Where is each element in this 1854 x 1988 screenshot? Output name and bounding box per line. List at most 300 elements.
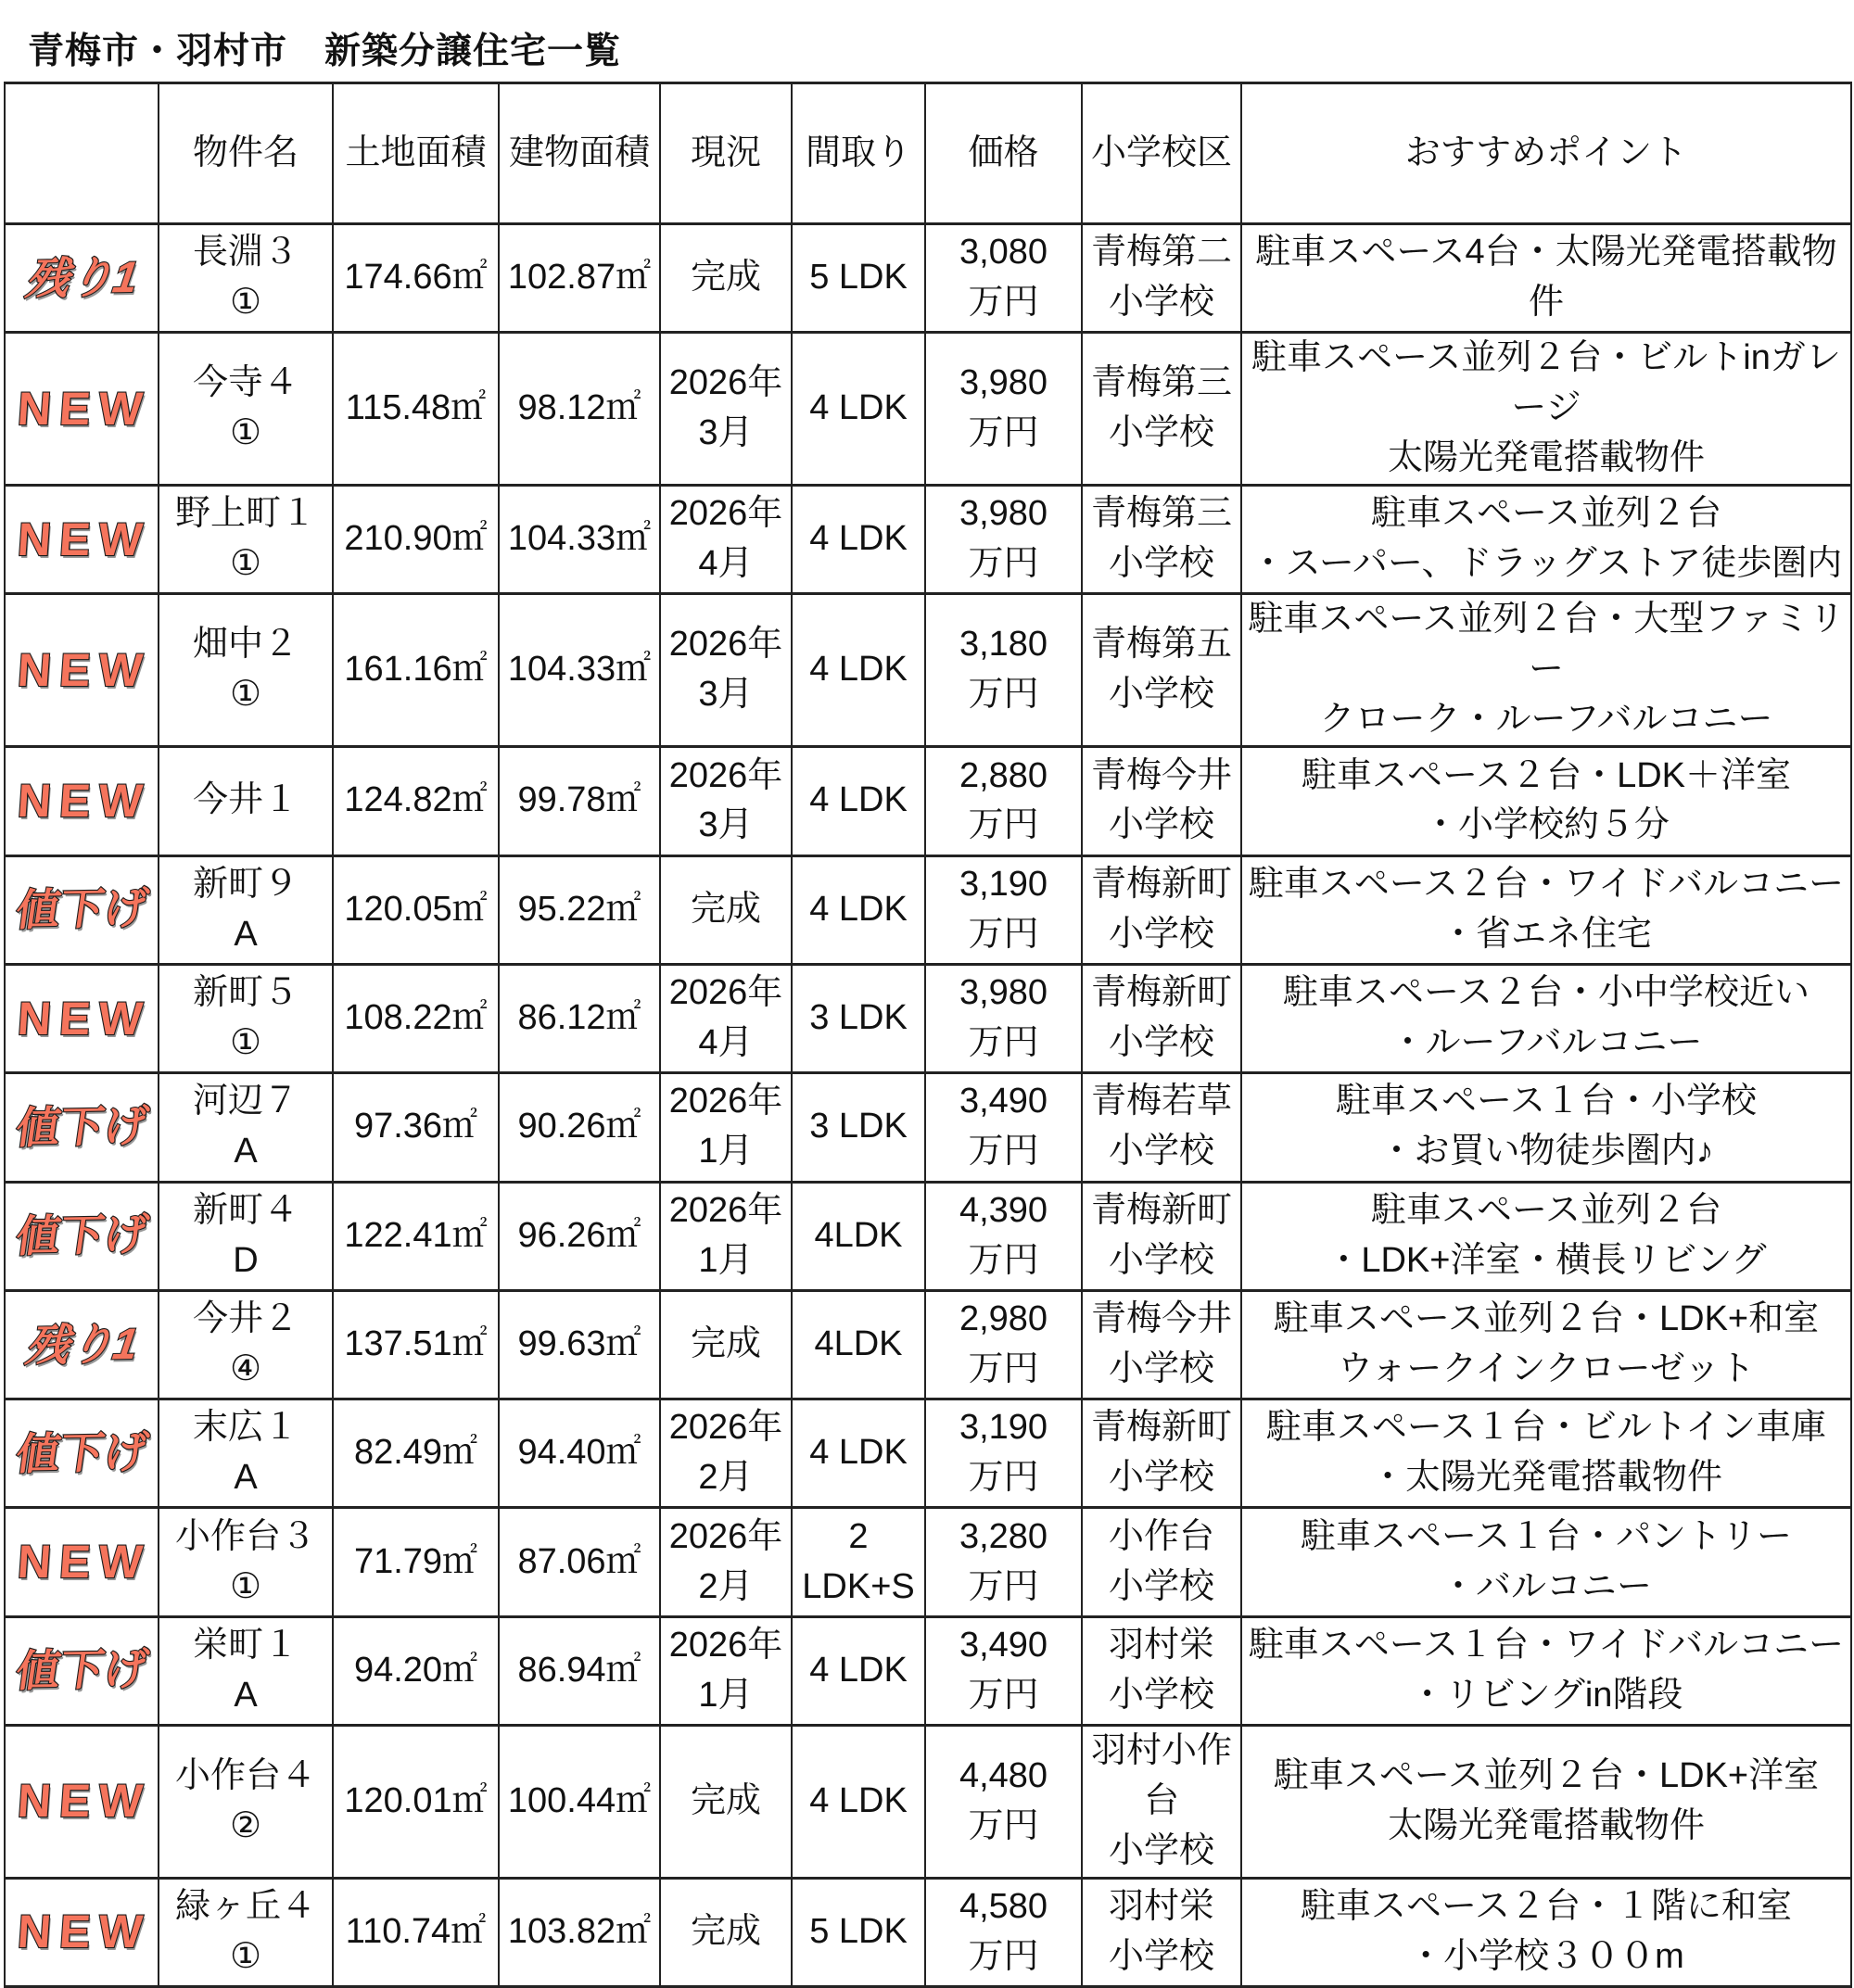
school-cell	[1082, 964, 1241, 1072]
name-cell	[159, 1725, 333, 1878]
points-cell-line: 駐車スペース4台・太陽光発電搭載物件	[1255, 233, 1837, 323]
building-area-cell-line: 98.12㎡	[517, 388, 641, 428]
price-cell-line: 万円	[968, 1458, 1039, 1498]
school-cell	[1082, 1508, 1241, 1616]
badge-new: NEW	[16, 774, 153, 827]
points-cell-line: ・小学校３００m	[1408, 1936, 1684, 1976]
land-area-cell	[333, 747, 499, 855]
points-cell-line: ・スーパー、ドラッグストア徒歩圏内	[1250, 544, 1843, 584]
name-cell	[159, 1616, 333, 1725]
points-cell	[1241, 1725, 1851, 1878]
name-cell-line: A	[234, 1458, 258, 1498]
land-area-cell-line: 71.79㎡	[353, 1541, 478, 1581]
name-cell-line: 河辺７	[192, 1082, 298, 1121]
badge-down: 値下げ	[12, 1644, 151, 1696]
school-cell-line: 羽村小作台	[1090, 1730, 1232, 1820]
floorplan-cell	[792, 1878, 925, 1986]
status-cell	[660, 1508, 792, 1616]
points-cell	[1241, 1182, 1851, 1290]
building-area-cell	[499, 855, 660, 964]
name-cell	[159, 1073, 333, 1182]
building-area-cell-line: 103.82㎡	[507, 1912, 652, 1952]
building-area-cell-line: 95.22㎡	[517, 889, 641, 929]
badge-down: 値下げ	[12, 883, 151, 935]
name-cell-line: ①	[229, 283, 262, 323]
price-cell-line: 3,490	[959, 1625, 1048, 1665]
name-cell-line: ①	[229, 675, 262, 715]
status-cell-line: 2026年	[668, 973, 783, 1013]
school-cell	[1082, 333, 1241, 486]
school-cell-line: 小学校	[1108, 1023, 1214, 1063]
name-cell-line: 小作台３	[174, 1516, 316, 1556]
name-cell-line: 小作台４	[174, 1755, 316, 1795]
price-cell-line: 万円	[968, 1936, 1039, 1976]
name-cell	[159, 333, 333, 486]
status-cell-line: 2026年	[668, 625, 783, 665]
status-cell-line: 2月	[698, 1566, 754, 1606]
table-row	[5, 1878, 1851, 1986]
points-cell-line: ・ルーフバルコニー	[1390, 1023, 1703, 1063]
status-cell	[660, 964, 792, 1072]
school-cell	[1082, 486, 1241, 594]
status-cell-line: 完成	[690, 1912, 761, 1952]
badge-cell	[5, 1508, 159, 1616]
table-row	[5, 747, 1851, 855]
school-cell-line: 青梅第二	[1090, 233, 1232, 272]
name-cell-line: ①	[229, 1023, 262, 1063]
header-price: 価格	[925, 83, 1082, 224]
price-cell-line: 2,880	[959, 755, 1048, 795]
floorplan-cell	[792, 1616, 925, 1725]
price-cell-line: 4,480	[959, 1755, 1048, 1795]
status-cell	[660, 1878, 792, 1986]
badge-cell	[5, 855, 159, 964]
points-cell-line: ・バルコニー	[1440, 1566, 1652, 1606]
price-cell-line: 3,190	[959, 864, 1048, 904]
price-cell	[925, 1508, 1082, 1616]
land-area-cell	[333, 1399, 499, 1508]
school-cell	[1082, 1290, 1241, 1399]
price-cell-line: 4,580	[959, 1887, 1048, 1927]
floorplan-cell-line: 4LDK	[814, 1215, 903, 1255]
name-cell-line: D	[233, 1240, 259, 1280]
header-row	[5, 83, 1851, 224]
status-cell	[660, 224, 792, 333]
price-cell	[925, 333, 1082, 486]
land-area-cell	[333, 1073, 499, 1182]
floorplan-cell-line: 2	[848, 1516, 869, 1556]
points-cell-line: 駐車スペース２台・小中学校近い	[1282, 973, 1810, 1013]
school-cell-line: 青梅第三	[1090, 494, 1232, 534]
school-cell-line: 青梅新町	[1090, 1190, 1232, 1230]
name-cell	[159, 747, 333, 855]
points-cell-line: 駐車スペース並列２台・LDK+洋室	[1273, 1755, 1820, 1795]
school-cell-line: 小学校	[1108, 1458, 1214, 1498]
badge-cell	[5, 1725, 159, 1878]
header-property-name: 物件名	[159, 83, 333, 224]
points-cell	[1241, 1290, 1851, 1399]
floorplan-cell	[792, 1182, 925, 1290]
points-cell-line: 駐車スペース並列２台	[1370, 494, 1722, 534]
floorplan-cell-line: 3 LDK	[809, 1107, 908, 1146]
building-area-cell	[499, 1878, 660, 1986]
status-cell-line: 3月	[698, 413, 754, 453]
school-cell-line: 小学校	[1108, 675, 1214, 715]
price-cell-line: 3,280	[959, 1516, 1048, 1556]
land-area-cell	[333, 1182, 499, 1290]
school-cell-line: 青梅今井	[1090, 1298, 1232, 1338]
building-area-cell	[499, 1616, 660, 1725]
badge-down: 値下げ	[12, 1209, 151, 1261]
land-area-cell-line: 124.82㎡	[344, 780, 488, 820]
price-cell-line: 万円	[968, 413, 1039, 453]
land-area-cell	[333, 486, 499, 594]
name-cell	[159, 594, 333, 747]
points-cell-line: 駐車スペース２台・１階に和室	[1300, 1887, 1793, 1927]
land-area-cell-line: 82.49㎡	[353, 1433, 478, 1473]
price-cell	[925, 1616, 1082, 1725]
price-cell-line: 3,980	[959, 973, 1048, 1013]
name-cell-line: 今井２	[192, 1298, 298, 1338]
header-floorplan: 間取り	[792, 83, 925, 224]
status-cell-line: 4月	[698, 1023, 754, 1063]
land-area-cell-line: 174.66㎡	[344, 258, 488, 298]
points-cell-line: ・小学校約５分	[1422, 805, 1670, 845]
badge-new: NEW	[16, 513, 153, 565]
points-cell-line: 太陽光発電搭載物件	[1387, 1805, 1705, 1845]
table-row	[5, 1073, 1851, 1182]
name-cell-line: 新町５	[192, 973, 298, 1013]
badge-cell	[5, 594, 159, 747]
price-cell-line: 2,980	[959, 1298, 1048, 1338]
price-cell	[925, 1290, 1082, 1399]
table-row	[5, 1399, 1851, 1508]
floorplan-cell	[792, 486, 925, 594]
badge-cell	[5, 1399, 159, 1508]
status-cell-line: 3月	[698, 675, 754, 715]
badge-cell	[5, 486, 159, 594]
name-cell-line: 新町４	[192, 1190, 298, 1230]
badge-new: NEW	[16, 1906, 153, 1958]
badge-cell	[5, 224, 159, 333]
points-cell	[1241, 594, 1851, 747]
school-cell	[1082, 1073, 1241, 1182]
name-cell	[159, 224, 333, 333]
land-area-cell	[333, 1725, 499, 1878]
status-cell-line: 4月	[698, 544, 754, 584]
land-area-cell-line: 120.01㎡	[344, 1780, 488, 1820]
price-cell	[925, 486, 1082, 594]
land-area-cell	[333, 1290, 499, 1399]
points-cell-line: 駐車スペース並列２台・LDK+和室	[1273, 1298, 1820, 1338]
floorplan-cell-line: 4 LDK	[809, 1650, 908, 1690]
school-cell-line: 小学校	[1108, 413, 1214, 453]
name-cell-line: A	[234, 914, 258, 954]
points-cell-line: ・太陽光発電搭載物件	[1369, 1458, 1722, 1498]
status-cell	[660, 747, 792, 855]
price-cell	[925, 964, 1082, 1072]
points-cell-line: ・LDK+洋室・横長リビング	[1326, 1240, 1767, 1280]
land-area-cell-line: 161.16㎡	[344, 650, 488, 690]
name-cell	[159, 486, 333, 594]
school-cell-line: 小学校	[1108, 1349, 1214, 1388]
badge-cell	[5, 964, 159, 1072]
points-cell-line: 駐車スペース２台・ワイドバルコニー	[1248, 864, 1845, 904]
price-cell	[925, 855, 1082, 964]
school-cell-line: 小作台	[1108, 1516, 1214, 1556]
header-status: 現況	[660, 83, 792, 224]
land-area-cell	[333, 1508, 499, 1616]
building-area-cell-line: 100.44㎡	[507, 1780, 652, 1820]
building-area-cell	[499, 747, 660, 855]
page-title: 青梅市・羽村市 新築分譲住宅一覧	[28, 32, 622, 71]
badge-new: NEW	[16, 992, 153, 1045]
price-cell-line: 万円	[968, 544, 1039, 584]
badge-remain: 残り1	[22, 251, 142, 303]
points-cell	[1241, 747, 1851, 855]
floorplan-cell-line: 4 LDK	[809, 1433, 908, 1473]
price-cell	[925, 1725, 1082, 1878]
points-cell	[1241, 1616, 1851, 1725]
header-school: 小学校区	[1082, 83, 1241, 224]
status-cell-line: 2026年	[668, 1082, 783, 1121]
name-cell-line: 長淵３	[192, 233, 298, 272]
status-cell-line: 完成	[690, 258, 761, 298]
status-cell	[660, 855, 792, 964]
status-cell-line: 完成	[690, 1780, 761, 1820]
school-cell-line: 小学校	[1108, 1675, 1214, 1715]
status-cell	[660, 1290, 792, 1399]
land-area-cell-line: 94.20㎡	[353, 1650, 478, 1690]
floorplan-cell-line: 4 LDK	[809, 1780, 908, 1820]
name-cell-line: 栄町１	[192, 1625, 298, 1665]
floorplan-cell	[792, 1508, 925, 1616]
status-cell-line: 2026年	[668, 494, 783, 534]
price-cell	[925, 747, 1082, 855]
school-cell-line: 小学校	[1108, 1936, 1214, 1976]
header-land-area: 土地面積	[333, 83, 499, 224]
price-cell	[925, 1182, 1082, 1290]
land-area-cell-line: 120.05㎡	[344, 889, 488, 929]
points-cell	[1241, 224, 1851, 333]
price-cell-line: 万円	[968, 675, 1039, 715]
badge-down: 値下げ	[12, 1100, 151, 1153]
status-cell	[660, 1616, 792, 1725]
price-cell-line: 万円	[968, 283, 1039, 323]
name-cell-line: ①	[229, 413, 262, 453]
points-cell	[1241, 855, 1851, 964]
building-area-cell	[499, 1290, 660, 1399]
floorplan-cell-line: 5 LDK	[809, 258, 908, 298]
school-cell	[1082, 1399, 1241, 1508]
points-cell	[1241, 1878, 1851, 1986]
status-cell-line: 3月	[698, 805, 754, 845]
name-cell	[159, 1399, 333, 1508]
points-cell-line: 駐車スペース並列２台	[1370, 1190, 1722, 1230]
school-cell	[1082, 747, 1241, 855]
school-cell	[1082, 594, 1241, 747]
land-area-cell-line: 122.41㎡	[344, 1215, 488, 1255]
school-cell-line: 青梅第五	[1090, 625, 1232, 665]
name-cell-line: 今井１	[192, 780, 298, 820]
points-cell-line: 駐車スペース１台・ワイドバルコニー	[1248, 1625, 1845, 1665]
floorplan-cell-line: 4LDK	[814, 1323, 903, 1363]
status-cell-line: 2026年	[668, 755, 783, 795]
badge-down: 値下げ	[12, 1426, 151, 1479]
floorplan-cell	[792, 1290, 925, 1399]
points-cell	[1241, 1508, 1851, 1616]
price-cell	[925, 594, 1082, 747]
badge-new: NEW	[16, 382, 153, 435]
status-cell-line: 2026年	[668, 1190, 783, 1230]
building-area-cell-line: 104.33㎡	[507, 650, 652, 690]
points-cell-line: ・リビングin階段	[1409, 1675, 1683, 1715]
badge-cell	[5, 1073, 159, 1182]
floorplan-cell	[792, 1399, 925, 1508]
price-cell-line: 3,080	[959, 233, 1048, 272]
building-area-cell-line: 86.12㎡	[517, 998, 641, 1038]
price-cell-line: 3,490	[959, 1082, 1048, 1121]
building-area-cell	[499, 224, 660, 333]
building-area-cell-line: 96.26㎡	[517, 1215, 641, 1255]
building-area-cell	[499, 594, 660, 747]
building-area-cell-line: 87.06㎡	[517, 1541, 641, 1581]
name-cell	[159, 1290, 333, 1399]
school-cell-line: 青梅若草	[1090, 1082, 1232, 1121]
price-cell-line: 万円	[968, 1132, 1039, 1171]
price-cell-line: 万円	[968, 1240, 1039, 1280]
land-area-cell	[333, 855, 499, 964]
building-area-cell-line: 94.40㎡	[517, 1433, 641, 1473]
points-cell	[1241, 1073, 1851, 1182]
badge-cell	[5, 1616, 159, 1725]
table-row	[5, 1508, 1851, 1616]
name-cell-line: 新町９	[192, 864, 298, 904]
points-cell-line: 太陽光発電搭載物件	[1387, 438, 1705, 478]
name-cell-line: A	[234, 1675, 258, 1715]
name-cell	[159, 964, 333, 1072]
property-table	[4, 82, 1852, 1988]
school-cell-line: 小学校	[1108, 1830, 1214, 1870]
status-cell-line: 2026年	[668, 1516, 783, 1556]
school-cell-line: 青梅今井	[1090, 755, 1232, 795]
name-cell	[159, 1182, 333, 1290]
status-cell	[660, 1182, 792, 1290]
building-area-cell	[499, 333, 660, 486]
table-row	[5, 1725, 1851, 1878]
badge-new: NEW	[16, 1536, 153, 1589]
price-cell-line: 万円	[968, 1566, 1039, 1606]
floorplan-cell	[792, 855, 925, 964]
school-cell-line: 羽村栄	[1108, 1887, 1214, 1927]
floorplan-cell-line: 4 LDK	[809, 650, 908, 690]
name-cell-line: ①	[229, 1566, 262, 1606]
floorplan-cell	[792, 1073, 925, 1182]
table-row	[5, 1290, 1851, 1399]
school-cell-line: 小学校	[1108, 1240, 1214, 1280]
floorplan-cell-line: 4 LDK	[809, 889, 908, 929]
status-cell-line: 2026年	[668, 1625, 783, 1665]
land-area-cell	[333, 1878, 499, 1986]
badge-cell	[5, 1182, 159, 1290]
table-row	[5, 333, 1851, 486]
floorplan-cell	[792, 964, 925, 1072]
price-cell-line: 3,190	[959, 1408, 1048, 1448]
status-cell	[660, 1399, 792, 1508]
building-area-cell-line: 99.63㎡	[517, 1323, 641, 1363]
badge-remain: 残り1	[22, 1318, 142, 1370]
points-cell-line: 駐車スペース２台・LDK＋洋室	[1301, 755, 1792, 795]
land-area-cell-line: 108.22㎡	[344, 998, 488, 1038]
price-cell	[925, 1073, 1082, 1182]
price-cell-line: 万円	[968, 805, 1039, 845]
status-cell	[660, 333, 792, 486]
building-area-cell-line: 102.87㎡	[507, 258, 652, 298]
floorplan-cell	[792, 594, 925, 747]
name-cell-line: 末広１	[192, 1408, 298, 1448]
header-badge	[5, 83, 159, 224]
table-row	[5, 1616, 1851, 1725]
school-cell-line: 小学校	[1108, 1132, 1214, 1171]
building-area-cell-line: 104.33㎡	[507, 519, 652, 559]
status-cell-line: 完成	[690, 889, 761, 929]
floorplan-cell	[792, 1725, 925, 1878]
header-building-area: 建物面積	[499, 83, 660, 224]
school-cell-line: 小学校	[1108, 1566, 1214, 1606]
points-cell-line: 駐車スペース１台・パントリー	[1300, 1516, 1793, 1556]
building-area-cell	[499, 1725, 660, 1878]
building-area-cell-line: 99.78㎡	[517, 780, 641, 820]
points-cell-line: クローク・ルーフバルコニー	[1319, 700, 1773, 740]
status-cell-line: 2026年	[668, 1408, 783, 1448]
land-area-cell-line: 210.90㎡	[344, 519, 488, 559]
points-cell-line: 駐車スペース並列２台・ビルトinガレージ	[1251, 338, 1841, 428]
points-cell-line: 駐車スペース並列２台・大型ファミリー	[1248, 600, 1845, 690]
name-cell-line: 緑ヶ丘４	[174, 1887, 316, 1927]
name-cell-line: ②	[229, 1805, 262, 1845]
building-area-cell	[499, 1073, 660, 1182]
price-cell-line: 3,180	[959, 625, 1048, 665]
price-cell-line: 3,980	[959, 494, 1048, 534]
points-cell-line: ・お買い物徒歩圏内♪	[1378, 1132, 1714, 1171]
points-cell	[1241, 1399, 1851, 1508]
name-cell-line: 今寺４	[192, 363, 298, 403]
status-cell	[660, 594, 792, 747]
header-points: おすすめポイント	[1241, 83, 1851, 224]
building-area-cell-line: 86.94㎡	[517, 1650, 641, 1690]
school-cell-line: 小学校	[1108, 544, 1214, 584]
status-cell	[660, 1725, 792, 1878]
table-row	[5, 1182, 1851, 1290]
land-area-cell-line: 97.36㎡	[353, 1107, 478, 1146]
land-area-cell	[333, 594, 499, 747]
name-cell	[159, 1508, 333, 1616]
price-cell	[925, 1878, 1082, 1986]
floorplan-cell-line: LDK+S	[802, 1566, 915, 1606]
price-cell-line: 万円	[968, 1349, 1039, 1388]
name-cell-line: A	[234, 1132, 258, 1171]
floorplan-cell-line: 4 LDK	[809, 519, 908, 559]
price-cell	[925, 1399, 1082, 1508]
land-area-cell-line: 137.51㎡	[344, 1323, 488, 1363]
school-cell-line: 青梅新町	[1090, 973, 1232, 1013]
name-cell-line: ①	[229, 1936, 262, 1976]
name-cell-line: ①	[229, 544, 262, 584]
floorplan-cell-line: 4 LDK	[809, 388, 908, 428]
floorplan-cell	[792, 224, 925, 333]
price-cell-line: 4,390	[959, 1190, 1048, 1230]
price-cell-line: 3,980	[959, 363, 1048, 403]
